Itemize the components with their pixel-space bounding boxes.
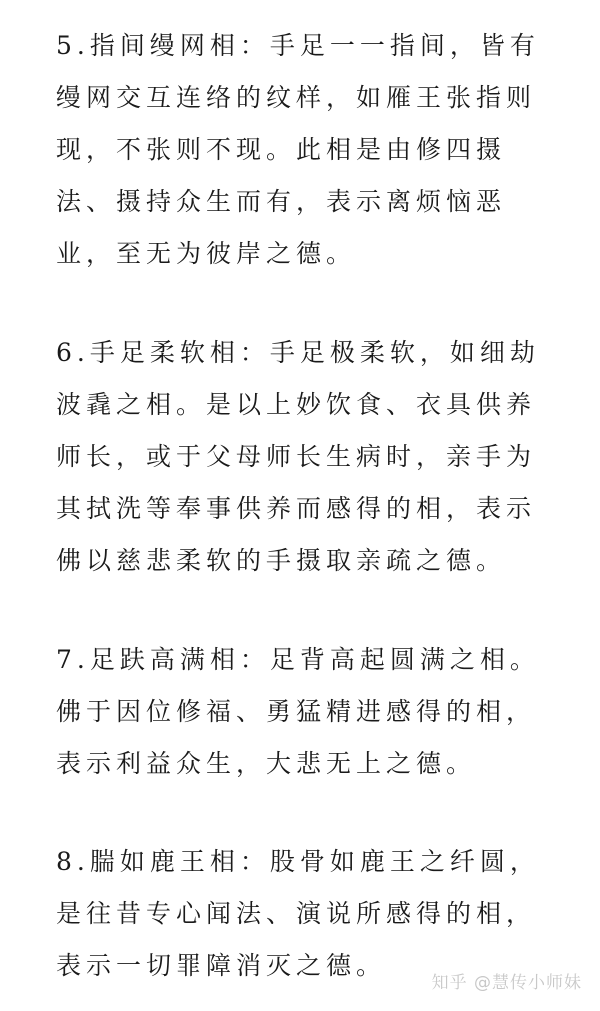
- paragraph-line: 师长，或于父母师长生病时，亲手为: [56, 442, 537, 471]
- paragraph-6: [56, 327, 556, 587]
- paragraph-line: 是往昔专心闻法、演说所感得的相，: [56, 899, 537, 928]
- paragraph-line: 8.腨如鹿王相：股骨如鹿王之纤圆，: [56, 847, 540, 876]
- paragraph-line: 佛以慈悲柔软的手摄取亲疏之德。: [56, 546, 507, 575]
- paragraph-line: 5.指间缦网相：手足一一指间，皆有: [56, 31, 540, 60]
- paragraph-line: 缦网交互连络的纹样，如雁王张指则: [56, 83, 537, 112]
- zhihu-watermark: 知乎 @慧传小师妹: [431, 973, 582, 993]
- paragraph-line: 6.手足柔软相：手足极柔软，如细劫: [56, 338, 540, 367]
- paragraph-line: 表示利益众生，大悲无上之德。: [56, 749, 477, 778]
- paragraph-line: 波毳之相。是以上妙饮食、衣具供养: [56, 390, 537, 419]
- paragraph-line: 其拭洗等奉事供养而感得的相，表示: [56, 494, 537, 523]
- paragraph-line: 7.足趺高满相：足背高起圆满之相。: [56, 645, 540, 674]
- paragraph-line: 佛于因位修福、勇猛精进感得的相，: [56, 697, 537, 726]
- paragraph-line: 现，不张则不现。此相是由修四摄: [56, 135, 507, 164]
- paragraph-7: [56, 634, 556, 790]
- paragraph-line: 表示一切罪障消灭之德。: [56, 951, 387, 980]
- paragraph-5: [56, 20, 556, 280]
- paragraph-line: 业，至无为彼岸之德。: [56, 239, 357, 268]
- paragraph-line: 法、摄持众生而有，表示离烦恼恶: [56, 187, 507, 216]
